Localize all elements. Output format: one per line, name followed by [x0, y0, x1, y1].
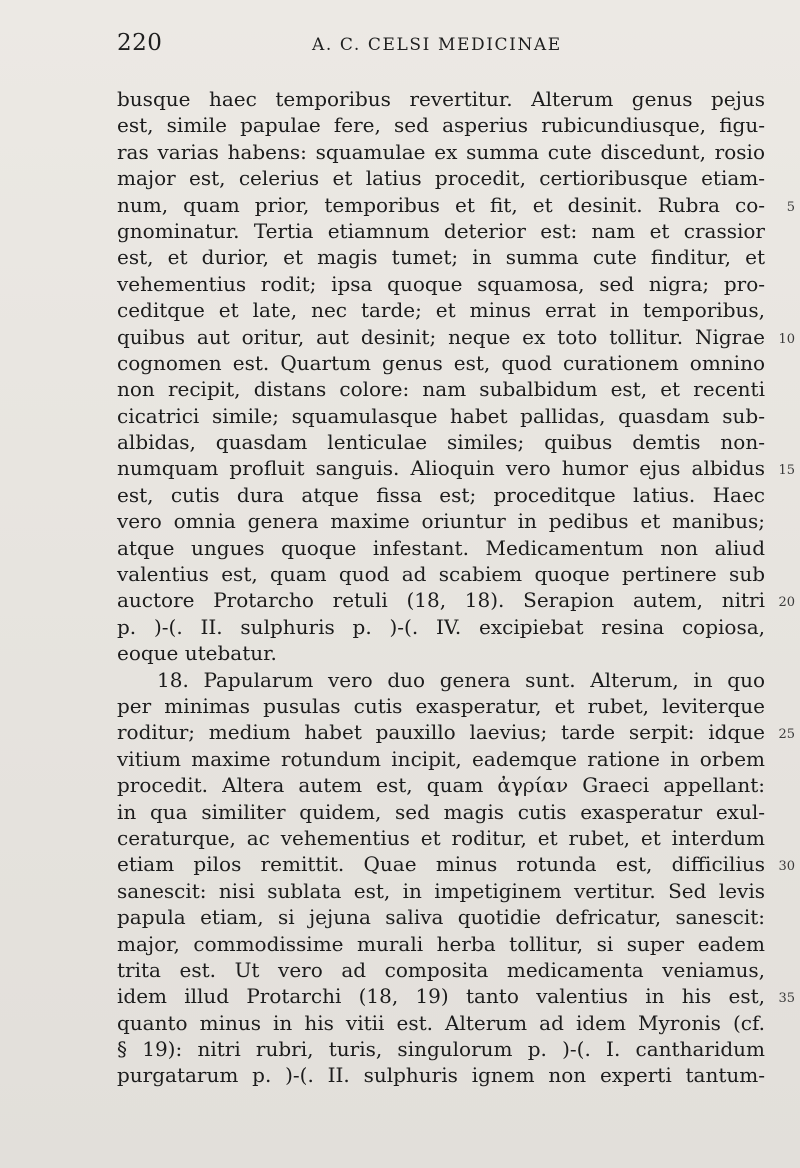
text-line-content: quibus aut oritur, aut desinit; neque ex toto tollitur. Nigrae [117, 324, 765, 349]
text-line-content: eoque utebatur. [117, 641, 277, 666]
text-line [117, 112, 765, 138]
text-line-content: auctore Protarcho retuli (18, 18). Serapion autem, nitri [117, 588, 765, 613]
text-line [117, 218, 765, 244]
text-line [117, 1036, 765, 1062]
text-line-content: roditur; medium habet pauxillo laevius; tarde serpit: idque [117, 720, 765, 745]
text-line-content: per minimas pusulas cutis exasperatur, et rubet, leviterque [117, 693, 765, 718]
text-line-content: num, quam prior, temporibus et fit, et desinit. Rubra co- [117, 192, 765, 217]
text-line-content: cognomen est. Quartum genus est, quod curationem omnino [117, 350, 765, 375]
text-line [117, 587, 795, 613]
text-line [117, 851, 795, 877]
text-line [117, 931, 765, 957]
text-line-content: sanescit: nisi sublata est, in impetiginem vertitur. Sed levis [117, 878, 765, 903]
text-line [117, 772, 765, 798]
text-line-content: est, cutis dura atque fissa est; proceditque latius. Haec [117, 482, 765, 507]
line-number: 20 [778, 595, 795, 611]
text-line [117, 429, 765, 455]
text-line [117, 482, 765, 508]
text-line-content: numquam profluit sanguis. Alioquin vero humor ejus albidus [117, 456, 765, 481]
line-number: 15 [778, 463, 795, 479]
text-line-content: 18. Papularum vero duo genera sunt. Alterum, in quo [157, 667, 765, 692]
text-line [117, 86, 765, 112]
text-line [117, 799, 765, 825]
text-line-content: cicatrici simile; squamulasque habet pallidas, quasdam sub- [117, 403, 765, 428]
text-line-content: trita est. Ut vero ad composita medicamenta veniamus, [117, 957, 765, 982]
text-line [117, 324, 795, 350]
text-line [117, 667, 765, 693]
text-line-content: non recipit, distans colore: nam subalbidum est, et recenti [117, 377, 765, 402]
text-line [117, 983, 795, 1009]
text-line-content: idem illud Protarchi (18, 19) tanto valentius in his est, [117, 984, 765, 1009]
text-line [117, 1010, 765, 1036]
text-line [117, 904, 765, 930]
text-line [117, 640, 765, 666]
text-line [117, 376, 765, 402]
text-line-content: etiam pilos remittit. Quae minus rotunda est, difficilius [117, 852, 765, 877]
page-number: 220 [117, 30, 163, 56]
line-number: 30 [778, 859, 795, 875]
text-line-content: in qua similiter quidem, sed magis cutis exasperatur exul- [117, 799, 765, 824]
text-line [117, 957, 765, 983]
text-line-content: vitium maxime rotundum incipit, eademque ratione in orbem [117, 746, 765, 771]
text-line-content: papula etiam, si jejuna saliva quotidie defricatur, sanescit: [117, 905, 765, 930]
body-text [117, 86, 795, 1089]
text-line-content: albidas, quasdam lenticulae similes; quibus demtis non- [117, 430, 765, 455]
text-line-content: major est, celerius et latius procedit, certioribusque etiam- [117, 166, 765, 191]
text-line-content: ceditque et late, nec tarde; et minus errat in temporibus, [117, 298, 765, 323]
text-line [117, 561, 765, 587]
line-number: 10 [778, 331, 795, 347]
line-number: 35 [778, 991, 795, 1007]
text-line [117, 297, 765, 323]
text-line-content: procedit. Altera autem est, quam ἀγρίαν Graeci appellant: [117, 773, 765, 798]
text-line [117, 192, 795, 218]
text-line [117, 244, 765, 270]
text-line [117, 746, 765, 772]
text-line-content: major, commodissime murali herba tollitur, si super eadem [117, 931, 765, 956]
text-line-content: atque ungues quoque infestant. Medicamentum non aliud [117, 535, 765, 560]
text-line [117, 1062, 765, 1088]
text-line [117, 350, 765, 376]
text-line-content: quanto minus in his vitii est. Alterum ad idem Myronis (cf. [117, 1010, 765, 1035]
text-line [117, 455, 795, 481]
text-line [117, 878, 765, 904]
text-line [117, 508, 765, 534]
page-header [117, 30, 767, 62]
text-line [117, 165, 765, 191]
text-line [117, 825, 765, 851]
text-line [117, 693, 765, 719]
text-line-content: gnominatur. Tertia etiamnum deterior est: nam et crassior [117, 218, 765, 243]
text-line-content: ceraturque, ac vehementius et roditur, et rubet, et interdum [117, 825, 765, 850]
line-number: 5 [786, 199, 795, 215]
text-line-content: § 19): nitri rubri, turis, singulorum p. )-(. I. cantharidum [117, 1037, 765, 1062]
text-line [117, 719, 795, 745]
text-line-content: p. )-(. II. sulphuris p. )-(. IV. excipiebat resina copiosa, [117, 614, 765, 639]
text-line-content: purgatarum p. )-(. II. sulphuris ignem non experti tantum- [117, 1063, 765, 1088]
text-line [117, 139, 765, 165]
text-line-content: ras varias habens: squamulae ex summa cute discedunt, rosio [117, 139, 765, 164]
text-line-content: busque haec temporibus revertitur. Alterum genus pejus [117, 87, 765, 111]
text-line-content: valentius est, quam quod ad scabiem quoque pertinere sub [117, 562, 765, 587]
text-line-content: est, et durior, et magis tumet; in summa cute finditur, et [117, 245, 765, 270]
text-line-content: est, simile papulae fere, sed asperius rubicundiusque, figu- [117, 113, 765, 138]
text-line [117, 403, 765, 429]
text-line-content: vero omnia genera maxime oriuntur in pedibus et manibus; [117, 509, 765, 534]
running-head: A. C. CELSI MEDICINAE [312, 35, 562, 55]
text-line [117, 535, 765, 561]
text-line [117, 614, 765, 640]
line-number: 25 [778, 727, 795, 743]
text-line-content: vehementius rodit; ipsa quoque squamosa, sed nigra; pro- [117, 271, 765, 296]
text-line [117, 271, 765, 297]
